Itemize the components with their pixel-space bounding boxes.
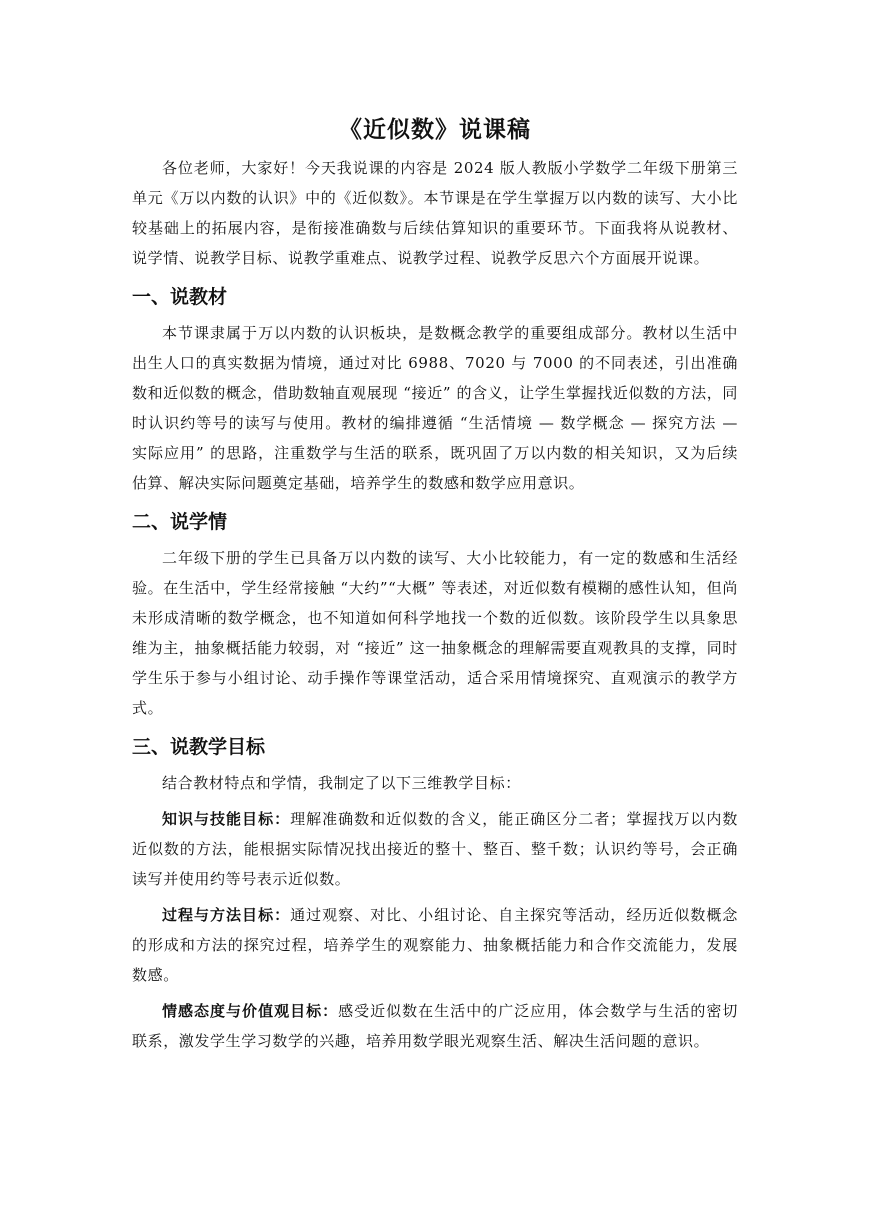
goal-emotion-values: [132, 996, 738, 1056]
goal-label: 情感态度与价值观目标：: [162, 1002, 339, 1020]
goal-label: 知识与技能目标：: [162, 810, 291, 828]
intro-paragraph: 各位老师，大家好！今天我说课的内容是 2024 版人教版小学数学二年级下册第三单元《万以内数的认识》中的《近似数》。本节课是在学生掌握万以内数的读写、大小比较基础上的拓展内容，是衔接准确数与后续估算知识的重要环节。下面我将从说教材、说学情、说教学目标、说教学重难点、说教学过程、说教学反思六个方面展开说课。: [132, 159, 738, 267]
goal-knowledge-skills: [132, 804, 738, 894]
section-paragraph-textbook: 本节课隶属于万以内数的认识板块，是数概念教学的重要组成部分。教材以生活中出生人口的真实数据为情境，通过对比 6988、7020 与 7000 的不同表述，引出准确数和近似数的概念，借助数轴直观展现 “接近” 的含义，让学生掌握找近似数的方法，同时认识约等号的读写与使用。教材的编排遵循 “生活情境 — 数学概念 — 探究方法 — 实际应用” 的思路，注重数学与生活的联系，既巩固了万以内数的相关知识，又为后续估算、解决实际问题奠定基础，培养学生的数感和数学应用意识。: [132, 324, 738, 492]
section-paragraph-objectives: 结合教材特点和学情，我制定了以下三维教学目标：: [162, 774, 521, 792]
goal-text: 感受近似数在生活中的广泛应用，体会数学与生活的密切联系，激发学生学习数学的兴趣，培养用数学眼光观察生活、解决生活问题的意识。: [132, 1002, 738, 1050]
section-heading-students: 二、说学情: [132, 511, 228, 533]
section-heading-textbook: 一、说教材: [132, 286, 228, 308]
goal-text: 理解准确数和近似数的含义，能正确区分二者；掌握找万以内数近似数的方法，能根据实际情况找出接近的整十、整百、整千数；认识约等号，会正确读写并使用约等号表示近似数。: [132, 810, 738, 888]
goal-process-method: [132, 900, 738, 990]
section-paragraph-students: 二年级下册的学生已具备万以内数的读写、大小比较能力，有一定的数感和生活经验。在生活中，学生经常接触 “大约”“大概” 等表述，对近似数有模糊的感性认知，但尚未形成清晰的数学概念，也不知道如何科学地找一个数的近似数。该阶段学生以具象思维为主，抽象概括能力较弱，对 “接近” 这一抽象概念的理解需要直观教具的支撑，同时学生乐于参与小组讨论、动手操作等课堂活动，适合采用情境探究、直观演示的教学方式。: [132, 549, 738, 717]
goal-label: 过程与方法目标：: [162, 906, 291, 924]
document-title: 《近似数》说课稿: [339, 117, 531, 143]
goal-text: 通过观察、对比、小组讨论、自主探究等活动，经历近似数概念的形成和方法的探究过程，培养学生的观察能力、抽象概括能力和合作交流能力，发展数感。: [132, 906, 738, 984]
section-heading-objectives: 三、说教学目标: [132, 736, 266, 758]
document-page: [132, 0, 738, 1056]
